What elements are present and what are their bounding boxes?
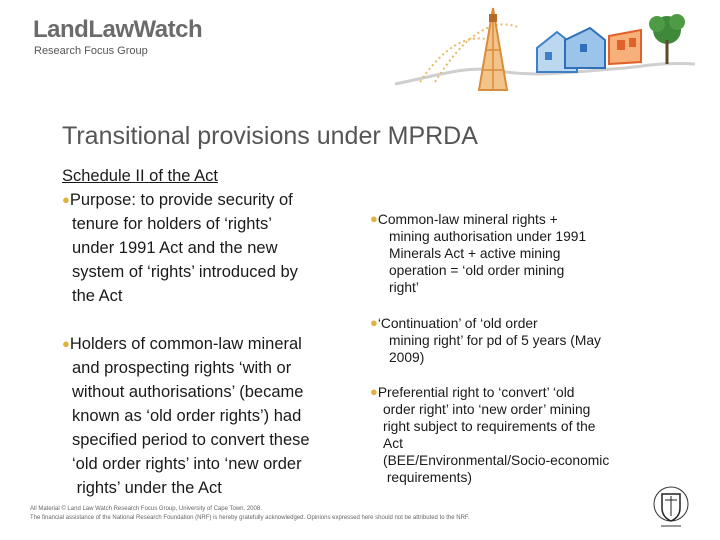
bullet-text-line: mining right’ for pd of 5 years (May <box>389 333 601 348</box>
bullet-dot-icon: ● <box>370 211 378 226</box>
footer <box>30 505 470 522</box>
left-column <box>62 164 352 500</box>
bullet-text: Purpose: to provide security of <box>69 191 293 209</box>
bullet-text-line: ‘old order rights’ into ‘new order <box>72 455 302 473</box>
bullet-text-line: mining authorisation under 1991 <box>389 229 587 244</box>
logo-title: LandLawWatch <box>33 16 203 43</box>
bullet-dot-icon: ● <box>370 384 378 399</box>
left-bullet-holders <box>62 332 352 500</box>
bullet-text-line: right subject to requirements of the <box>383 419 596 434</box>
right-bullet-common-law <box>370 210 670 296</box>
bullet-text-line: Act <box>383 436 403 451</box>
bullet-text-line: rights’ under the Act <box>72 479 222 497</box>
bullet-text-line: Minerals Act + active mining <box>389 246 561 261</box>
logo <box>33 16 202 58</box>
left-bullet-purpose <box>62 188 352 308</box>
bullet-text-line: right’ <box>389 280 419 295</box>
bullet-text-line: (BEE/Environmental/Socio-economic <box>383 453 610 468</box>
right-bullet-continuation <box>370 314 670 366</box>
bullet-text-line: system of ‘rights’ introduced by <box>72 263 298 281</box>
bullet-text: Common-law mineral rights + <box>377 212 558 227</box>
right-bullet-preferential <box>370 383 670 486</box>
university-crest-icon <box>651 484 691 532</box>
bullet-text-line: requirements) <box>383 470 472 485</box>
footer-copyright: All Material © Land Law Watch Research Focus Group, University of Cape Town. 2008. <box>30 506 262 512</box>
bullet-text-line: specified period to convert these <box>72 431 310 449</box>
bullet-text-line: and prospecting rights ‘with or <box>72 359 292 377</box>
header-illustration <box>395 0 720 100</box>
bullet-text-line: operation = ‘old order mining <box>389 263 565 278</box>
logo-subtitle: Research Focus Group <box>34 45 148 57</box>
bullet-dot-icon: ● <box>62 336 70 351</box>
slide-title: Transitional provisions under MPRDA <box>62 122 478 150</box>
bullet-text: ‘Continuation’ of ‘old order <box>377 316 538 331</box>
bullet-text-line: 2009) <box>389 350 425 365</box>
bullet-text-line: tenure for holders of ‘rights’ <box>72 215 272 233</box>
bullet-text: Holders of common-law mineral <box>69 335 302 353</box>
bullet-text: Preferential right to ‘convert’ ‘old <box>377 385 575 400</box>
bullet-dot-icon: ● <box>370 315 378 330</box>
bullet-dot-icon: ● <box>62 192 70 207</box>
bullet-text-line: without authorisations’ (became <box>72 383 304 401</box>
section-heading: Schedule II of the Act <box>62 167 218 185</box>
bullet-text-line: the Act <box>72 287 123 305</box>
footer-acknowledgement: The financial assistance of the National Research Foundation (NRF) is hereby gratefully acknowledged. Opinions expressed here should not be attributed to the NRF. <box>30 514 470 521</box>
bullet-text-line: known as ‘old order rights’) had <box>72 407 302 425</box>
bullet-text-line: under 1991 Act and the new <box>72 239 278 257</box>
bullet-text-line: order right’ into ‘new order’ mining <box>383 402 591 417</box>
